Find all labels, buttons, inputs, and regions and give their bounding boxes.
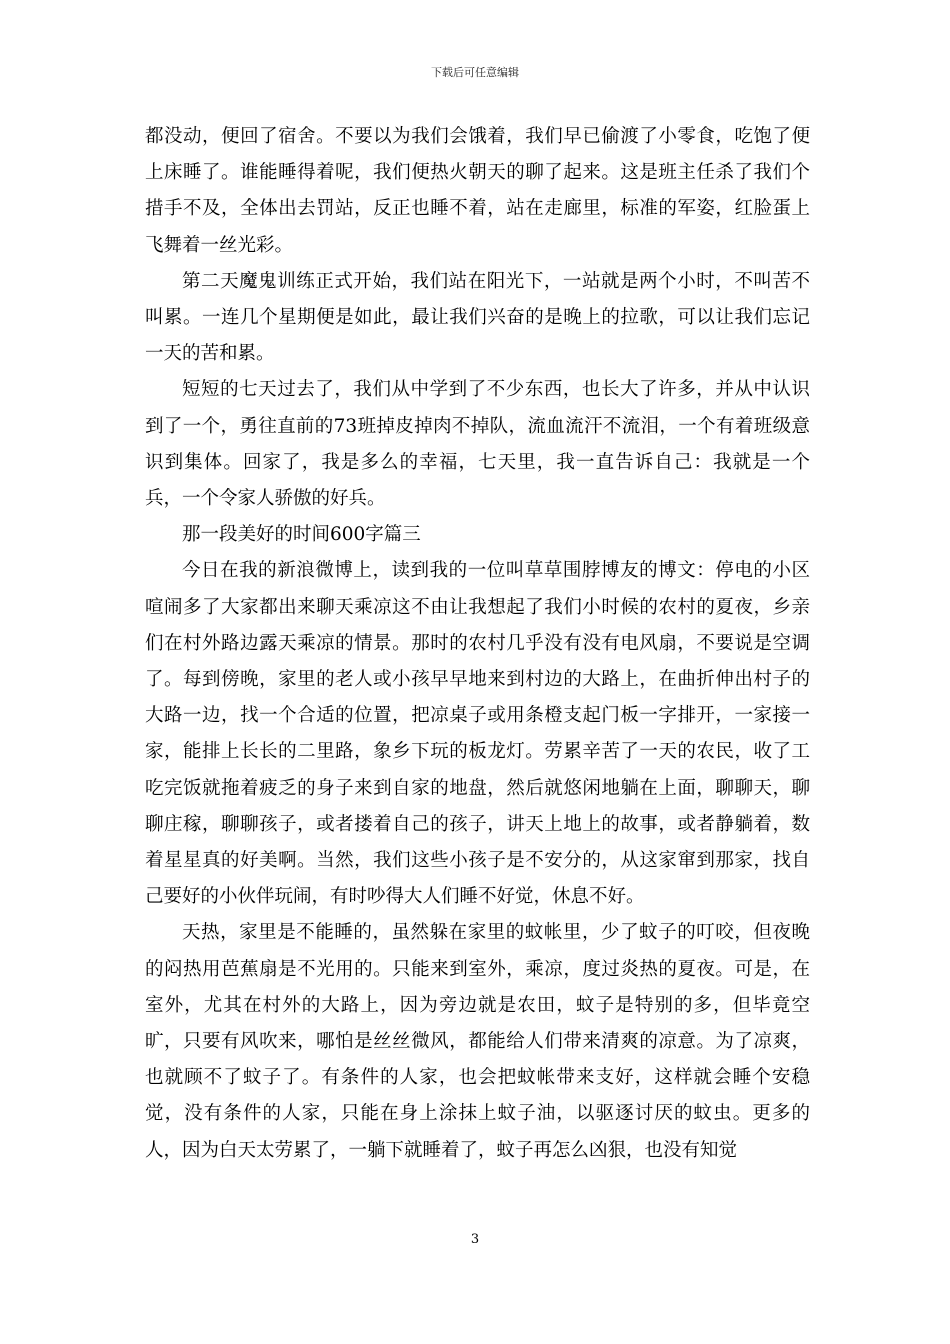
paragraph: 天热，家里是不能睡的，虽然躲在家里的蚊帐里，少了蚊子的叮咬，但夜晚的闷热用芭蕉扇是不光用的。只能来到室外，乘凉，度过炎热的夏夜。可是，在室外，尤其在村外的大路上，因为旁边就是农田，蚊子是特别的多，但毕竟空旷，只要有风吹来，哪怕是丝丝微风，都能给人们带来清爽的凉意。为了凉爽，也就顾不了蚊子了。有条件的人家，也会把蚊帐带来支好，这样就会睡个安稳觉，没有条件的人家，只能在身上涂抹上蚊子油，以驱逐讨厌的蚊虫。更多的人，因为白天太劳累了，一躺下就睡着了，蚊子再怎么凶狠，也没有知觉 (145, 922, 810, 1161)
page-number: 3 (470, 1232, 480, 1247)
section-heading: 那一段美好的时间600字篇三 (182, 524, 421, 546)
paragraph-continued: 都没动，便回了宿舍。不要以为我们会饿着，我们早已偷渡了小零食，吃饱了便上床睡了。谁能睡得着呢，我们便热火朝天的聊了起来。这是班主任杀了我们个措手不及，全体出去罚站，反正也睡不着，站在走廊里，标准的军姿，红脸蛋上飞舞着一丝光彩。 (145, 126, 810, 256)
paragraph: 今日在我的新浪微博上，读到我的一位叫草草围脖博友的博文：停电的小区喧闹多了大家都出来聊天乘凉这不由让我想起了我们小时候的农村的夏夜，乡亲们在村外路边露天乘凉的情景。那时的农村几乎没有没有电风扇，不要说是空调了。每到傍晚，家里的老人或小孩早早地来到村边的大路上，在曲折伸出村子的大路一边，找一个合适的位置，把凉桌子或用条橙支起门板一字排开，一家接一家，能排上长长的二里路，象乡下玩的板龙灯。劳累辛苦了一天的农民，收了工吃完饭就拖着疲乏的身子来到自家的地盘，然后就悠闲地躺在上面，聊聊天，聊聊庄稼，聊聊孩子，或者搂着自己的孩子，讲天上地上的故事，或者静躺着，数着星星真的好美啊。当然，我们这些小孩子是不安分的，从这家窜到那家，找自己要好的小伙伴玩闹，有时吵得大人们睡不好觉，休息不好。 (145, 560, 810, 908)
paragraph: 第二天魔鬼训练正式开始，我们站在阳光下，一站就是两个小时，不叫苦不叫累。一连几个星期便是如此，最让我们兴奋的是晚上的拉歌，可以让我们忘记一天的苦和累。 (145, 270, 810, 365)
paragraph: 短短的七天过去了，我们从中学到了不少东西，也长大了许多，并从中认识到了一个，勇往直前的73班掉皮掉肉不掉队，流血流汗不流泪，一个有着班级意识到集体。回家了，我是多么的幸福，七天里，我一直告诉自己：我就是一个兵，一个令家人骄傲的好兵。 (145, 379, 810, 510)
page-header: 下载后可任意编辑 (431, 66, 519, 79)
document-body (145, 119, 810, 1169)
